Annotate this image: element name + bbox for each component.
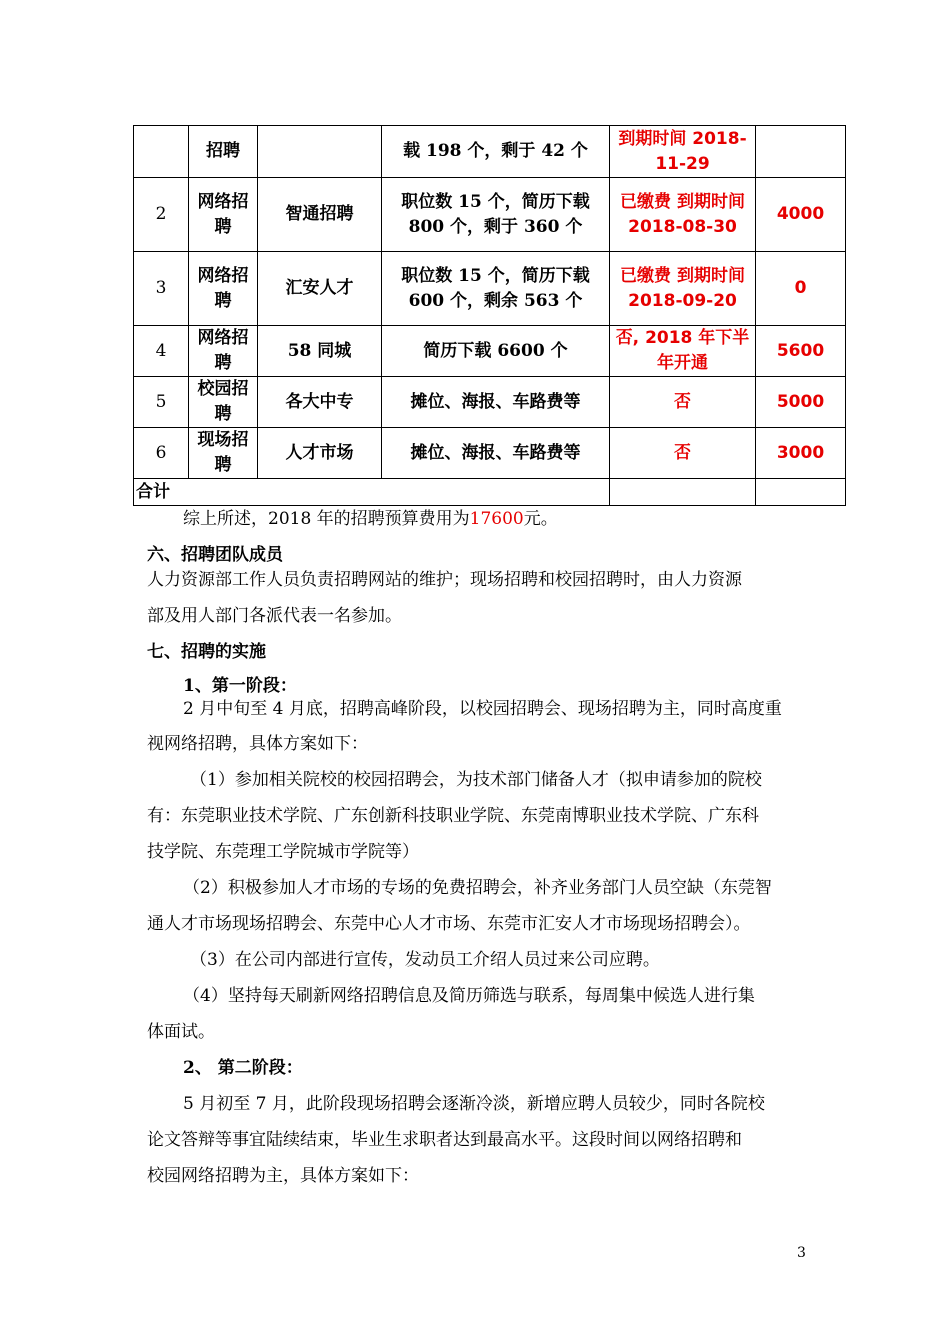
paragraph-line: 论文答辩等事宜陆续结束，毕业生求职者达到最高水平。这段时间以网络招聘和	[147, 1130, 742, 1150]
page-number: 3	[797, 1245, 806, 1261]
paragraph-line: 有：东莞职业技术学院、广东创新科技职业学院、东莞南博职业技术学院、广东科	[147, 806, 759, 826]
phase2-title: 2、 第二阶段：	[183, 1058, 303, 1078]
recruit-platform: 58 同城	[258, 326, 382, 377]
paragraph-line: 体面试。	[147, 1022, 215, 1042]
total-label: 合计	[134, 479, 610, 506]
recruit-status: 已缴费 到期时间 2018-08-30	[610, 178, 756, 252]
recruit-type: 网络招聘	[189, 252, 258, 326]
summary-amount: 17600	[469, 509, 524, 529]
table-row	[134, 126, 846, 178]
paragraph-line: （3）在公司内部进行宣传，发动员工介绍人员过来公司应聘。	[190, 950, 660, 970]
recruit-platform: 智通招聘	[258, 178, 382, 252]
recruit-platform	[258, 126, 382, 178]
table-row	[134, 252, 846, 326]
recruit-type: 网络招聘	[189, 178, 258, 252]
paragraph-line: 视网络招聘，具体方案如下：	[147, 734, 368, 754]
recruit-type: 招聘	[189, 126, 258, 178]
total-cost-cell	[756, 479, 846, 506]
table-row	[134, 326, 846, 377]
table-row	[134, 178, 846, 252]
recruit-status: 否	[610, 428, 756, 479]
summary-prefix: 综上所述，2018 年的招聘预算费用为	[183, 509, 470, 529]
recruit-cost	[756, 126, 846, 178]
recruit-status: 否	[610, 377, 756, 428]
paragraph-line: （2）积极参加人才市场的专场的免费招聘会，补齐业务部门人员空缺（东莞智	[183, 878, 772, 898]
recruitment-budget-table	[133, 125, 846, 506]
paragraph-line: 2 月中旬至 4 月底，招聘高峰阶段，以校园招聘会、现场招聘为主，同时高度重	[183, 699, 782, 719]
recruit-detail: 载 198 个，剩于 42 个	[382, 126, 610, 178]
recruit-cost: 0	[756, 252, 846, 326]
paragraph-line: （4）坚持每天刷新网络招聘信息及简历筛选与联系，每周集中候选人进行集	[183, 986, 755, 1006]
paragraph-line: （1）参加相关院校的校园招聘会，为技术部门储备人才（拟申请参加的院校	[190, 770, 762, 790]
phase1-title: 1、第一阶段：	[183, 676, 297, 696]
paragraph-line: 技学院、东莞理工学院城市学院等）	[147, 842, 419, 862]
section6-heading: 六、招聘团队成员	[147, 545, 283, 565]
total-status-cell	[610, 479, 756, 506]
section7-heading: 七、招聘的实施	[147, 642, 266, 662]
budget-summary	[183, 507, 558, 531]
recruit-type: 校园招聘	[189, 377, 258, 428]
row-number	[134, 126, 189, 178]
recruit-status: 已缴费 到期时间 2018-09-20	[610, 252, 756, 326]
table-row	[134, 377, 846, 428]
recruit-cost: 5600	[756, 326, 846, 377]
recruit-detail: 职位数 15 个，简历下载 600 个，剩余 563 个	[382, 252, 610, 326]
row-number: 2	[134, 178, 189, 252]
paragraph-line: 校园网络招聘为主，具体方案如下：	[147, 1166, 419, 1186]
recruit-type: 现场招聘	[189, 428, 258, 479]
table-row	[134, 428, 846, 479]
table-total-row	[134, 479, 846, 506]
row-number: 6	[134, 428, 189, 479]
paragraph-line: 人力资源部工作人员负责招聘网站的维护；现场招聘和校园招聘时，由人力资源	[147, 570, 742, 590]
recruit-cost: 3000	[756, 428, 846, 479]
recruit-detail: 摊位、海报、车路费等	[382, 428, 610, 479]
summary-suffix: 元。	[523, 509, 558, 529]
paragraph-line: 5 月初至 7 月，此阶段现场招聘会逐渐冷淡，新增应聘人员较少，同时各院校	[183, 1094, 765, 1114]
recruit-platform: 汇安人才	[258, 252, 382, 326]
recruit-status: 到期时间 2018-11-29	[610, 126, 756, 178]
recruit-platform: 人才市场	[258, 428, 382, 479]
row-number: 3	[134, 252, 189, 326]
row-number: 5	[134, 377, 189, 428]
paragraph-line: 部及用人部门各派代表一名参加。	[147, 606, 402, 626]
recruit-cost: 4000	[756, 178, 846, 252]
recruit-detail: 摊位、海报、车路费等	[382, 377, 610, 428]
recruit-detail: 职位数 15 个，简历下载 800 个，剩于 360 个	[382, 178, 610, 252]
recruit-status: 否, 2018 年下半年开通	[610, 326, 756, 377]
paragraph-line: 通人才市场现场招聘会、东莞中心人才市场、东莞市汇安人才市场现场招聘会）。	[147, 914, 751, 934]
row-number: 4	[134, 326, 189, 377]
recruit-detail: 简历下载 6600 个	[382, 326, 610, 377]
recruit-platform: 各大中专	[258, 377, 382, 428]
recruit-type: 网络招聘	[189, 326, 258, 377]
recruit-cost: 5000	[756, 377, 846, 428]
